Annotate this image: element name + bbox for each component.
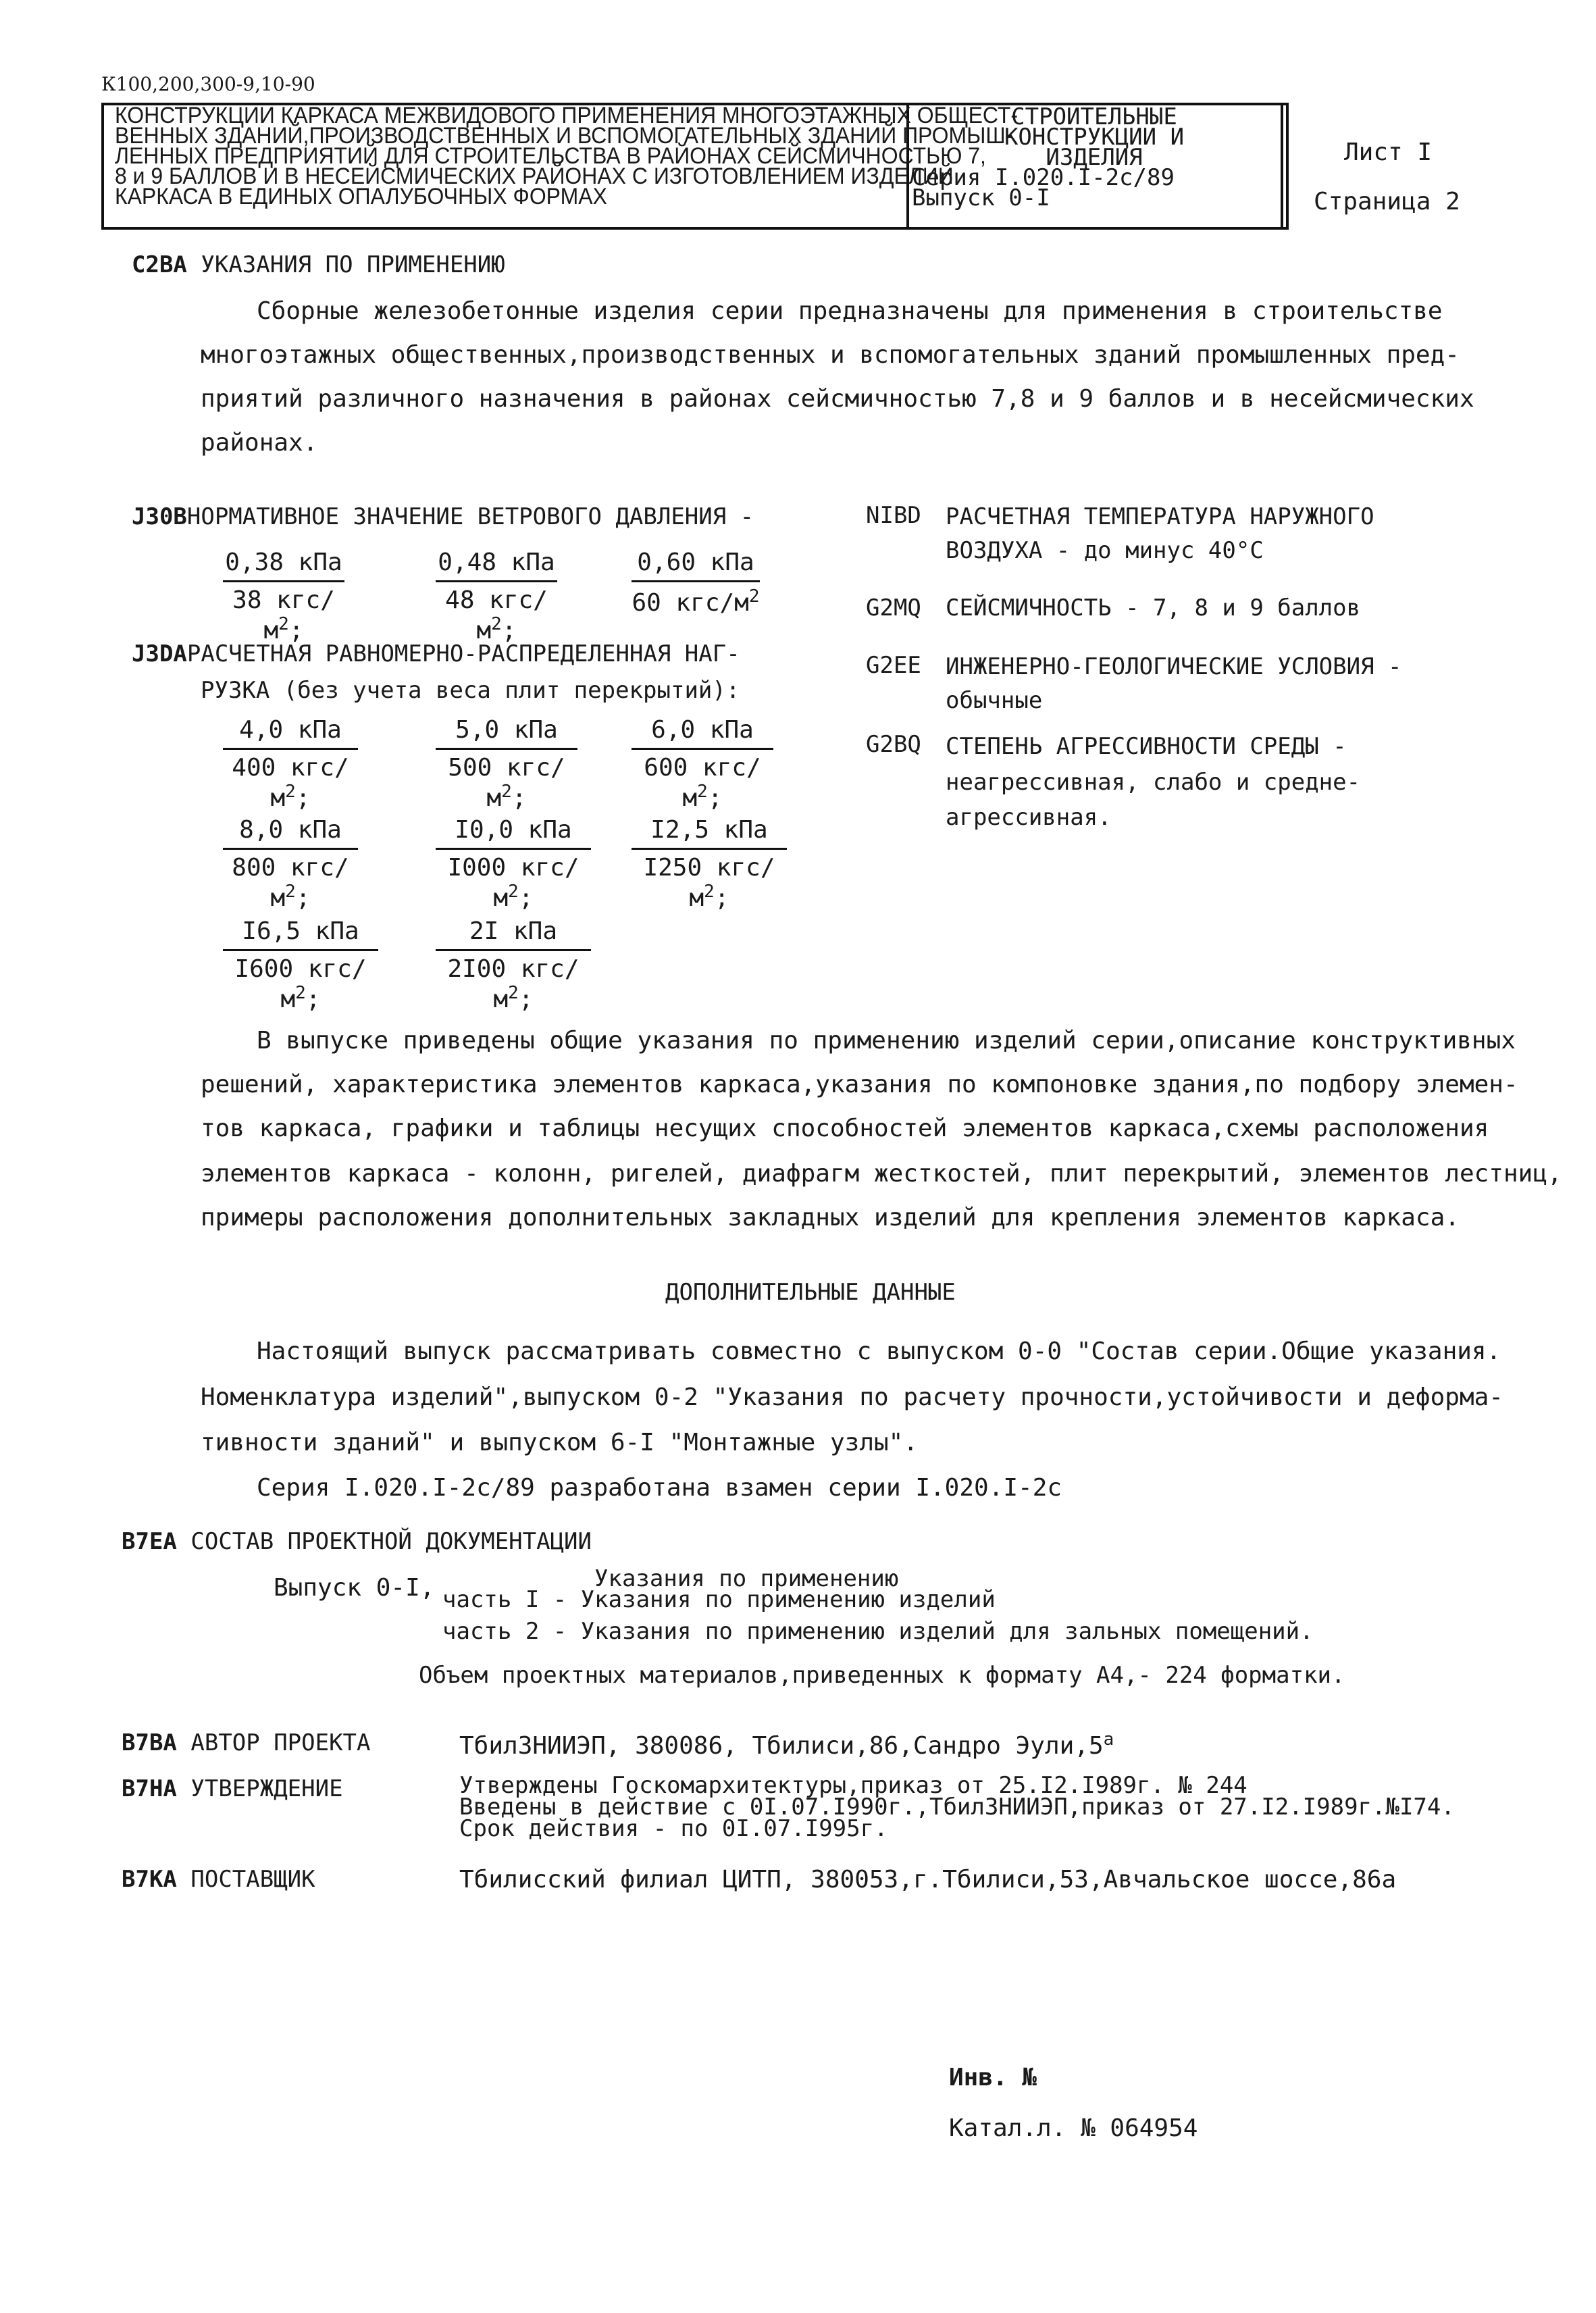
usage-paragraph-line: районах. [201, 429, 318, 457]
release-line: В выпуске приведены общие указания по применению изделий серии,описание конструктивных [257, 1027, 1516, 1054]
param-line: ВОЗДУХА - до минус 40°С [946, 537, 1264, 564]
issue-part: часть I - Указания по применению изделий [442, 1586, 996, 1613]
supplier-value: Тбилисский филиал ЦИТП, 380053,г.Тбилиси,53,Авчальское шоссе,86а [459, 1866, 1397, 1893]
approval-label: В7НА УТВЕРЖДЕНИЕ [122, 1775, 343, 1802]
title-line: КОНСТРУКЦИИ КАРКАСА МЕЖВИДОВОГО ПРИМЕНЕНИЯ МНОГОЭТАЖНЫХ ОБЩЕСТ- [115, 103, 1019, 128]
load-value: 4,0 кПа 400 кгс/$м^2$; [223, 716, 358, 812]
issue-number: Выпуск 0-I [912, 184, 1050, 211]
issue-part: часть 2 - Указания по применению изделий для зальных помещений. [442, 1618, 1314, 1645]
usage-paragraph-line: многоэтажных общественных,производственных и вспомогательных зданий промышленных пред- [201, 341, 1460, 369]
author-label: В7ВА АВТОР ПРОЕКТА [122, 1729, 371, 1756]
load-value: 8,0 кПа 800 кгс/$м^2$; [223, 816, 358, 912]
section-code: J30В [132, 503, 187, 530]
load-value: I0,0 кПа I000 кгс/$м^2$; [436, 816, 591, 912]
param-code: NIBD [866, 502, 921, 529]
documentation-heading: В7ЕА СОСТАВ ПРОЕКТНОЙ ДОКУМЕНТАЦИИ [122, 1528, 592, 1555]
page-number: Страница 2 [1314, 188, 1460, 215]
param-code: G2MQ [866, 594, 921, 621]
volume-note: Объем проектных материалов,приведенных к формату А4,- 224 форматки. [419, 1662, 1345, 1689]
load-value: 5,0 кПа 500 кгс/$м^2$; [436, 716, 577, 812]
param-line: СТЕПЕНЬ АГРЕССИВНОСТИ СРЕДЫ - [946, 733, 1347, 760]
param-line: РАСЧЕТНАЯ ТЕМПЕРАТУРА НАРУЖНОГО [946, 503, 1374, 530]
release-line: решений, характеристика элементов каркаса,указания по компоновке здания,по подбору элемен- [201, 1071, 1518, 1098]
replacement-note: Серия I.020.I-2с/89 разработана взамен серии I.020.I-2с [257, 1474, 1062, 1502]
approval-line: Утверждены Госкомархитектуры,приказ от 25.I2.I989г. № 244 [459, 1772, 1247, 1799]
series-number: Серия I.020.I-2с/89 [912, 164, 1175, 191]
additional-heading: ДОПОЛНИТЕЛЬНЫЕ ДАННЫЕ [665, 1279, 956, 1306]
release-line: примеры расположения дополнительных закладных изделий для крепления элементов каркаса. [201, 1204, 1460, 1231]
load-heading: J3DАРАСЧЕТНАЯ РАВНОМЕРНО-РАСПРЕДЕЛЕННАЯ НАГ- [132, 640, 740, 667]
load-heading-cont: РУЗКА (без учета веса плит перекрытий): [201, 677, 740, 704]
load-value: 6,0 кПа 600 кгс/$м^2$; [632, 716, 773, 812]
title-line: ВЕННЫХ ЗДАНИЙ,ПРОИЗВОДСТВЕННЫХ И ВСПОМОГАТЕЛЬНЫХ ЗДАНИЙ ПРОМЫШ- [115, 123, 1013, 149]
issue-title: Указания по применению [594, 1565, 899, 1592]
title-line: 8 и 9 БАЛЛОВ И В НЕСЕЙСМИЧЕСКИХ РАЙОНАХ С ИЗГОТОВЛЕНИЕМ ИЗДЕЛИЙ [115, 163, 954, 189]
wind-value: 0,60 кПа 60 кгс/$м^2$ [632, 549, 760, 617]
section-code: J3DА [132, 640, 187, 667]
additional-line: Номенклатура изделий",выпуском 0-2 "Указания по расчету прочности,устойчивости и деформа- [201, 1383, 1503, 1411]
catalog-number: Катал.л. № 064954 [949, 2114, 1198, 2142]
load-value: 2I кПа 2I00 кгс/$м^2$; [436, 917, 591, 1013]
approval-line: Срок действия - по 0I.07.I995г. [459, 1815, 888, 1842]
param-line: неагрессивная, слабо и средне- [946, 769, 1361, 796]
section-code: В7НА [122, 1775, 177, 1802]
supplier-label: В7КА ПОСТАВЩИК [122, 1866, 315, 1893]
category-line: ИЗДЕЛИЯ [1046, 144, 1143, 171]
section-code: В7КА [122, 1866, 177, 1893]
document-code: К100,200,300-9,10-90 [101, 73, 315, 95]
param-code: G2ЕЕ [866, 652, 921, 679]
param-line: ИНЖЕНЕРНО-ГЕОЛОГИЧЕСКИЕ УСЛОВИЯ - [946, 653, 1402, 680]
author-value: ТбилЗНИИЭП, 380086, Тбилиси,86,Сандро $Эули,5^а$ [459, 1729, 1114, 1760]
wind-value: 0,48 кПа 48 кгс/$м^2$; [436, 549, 557, 644]
param-line: СЕЙСМИЧНОСТЬ - 7, 8 и 9 баллов [946, 594, 1361, 621]
param-line: обычные [946, 687, 1043, 714]
wind-heading: J30ВНОРМАТИВНОЕ ЗНАЧЕНИЕ ВЕТРОВОГО ДАВЛЕНИЯ - [132, 503, 754, 530]
section-code: В7ЕА [122, 1528, 177, 1555]
document-title [115, 105, 1018, 207]
sheet-number: Лист I [1344, 138, 1433, 166]
param-line: агрессивная. [946, 804, 1112, 831]
series-block [912, 103, 1277, 211]
inventory-number: Инв. № [949, 2064, 1037, 2091]
additional-line: Настоящий выпуск рассматривать совместно с выпуском 0-0 "Состав серии.Общие указания. [257, 1338, 1501, 1365]
issue-label: Выпуск 0-I, [274, 1574, 435, 1602]
title-line: КАРКАСА В ЕДИНЫХ ОПАЛУБОЧНЫХ ФОРМАХ [115, 184, 607, 209]
approval-line: Введены в действие с 0I.07.I990г.,ТбилЗНИИЭП,приказ от 27.I2.I989г.№I74. [459, 1794, 1455, 1821]
category-line: КОНСТРУКЦИИ И [1004, 124, 1185, 151]
title-block-divider [1281, 103, 1283, 230]
load-value: I6,5 кПа I600 кгс/$м^2$; [223, 917, 378, 1013]
usage-paragraph-line: Сборные железобетонные изделия серии предназначены для применения в строительстве [257, 297, 1443, 325]
usage-paragraph-line: приятий различного назначения в районах сейсмичностью 7,8 и 9 баллов и в несейсмических [201, 385, 1474, 413]
release-line: элементов каркаса - колонн, ригелей, диафрагм жесткостей, плит перекрытий, элементов лестниц, [201, 1160, 1562, 1188]
additional-line: тивности зданий" и выпуском 6-I "Монтажные узлы". [201, 1429, 919, 1456]
category-line: СТРОИТЕЛЬНЫЕ [1011, 103, 1177, 130]
section-code: В7ВА [122, 1729, 177, 1756]
usage-heading: С2ВА УКАЗАНИЯ ПО ПРИМЕНЕНИЮ [132, 251, 505, 278]
wind-value: 0,38 кПа 38 кгс/$м^2$; [223, 549, 344, 644]
title-line: ЛЕННЫХ ПРЕДПРИЯТИЙ ДЛЯ СТРОИТЕЛЬСТВА В РАЙОНАХ СЕЙСМИЧНОСТЬЮ 7, [115, 143, 986, 169]
section-code: С2ВА [132, 251, 187, 278]
release-line: тов каркаса, графики и таблицы несущих способностей элементов каркаса,схемы расположения [201, 1115, 1489, 1142]
param-code: G2BQ [866, 731, 921, 758]
load-value: I2,5 кПа I250 кгс/$м^2$; [632, 816, 787, 912]
